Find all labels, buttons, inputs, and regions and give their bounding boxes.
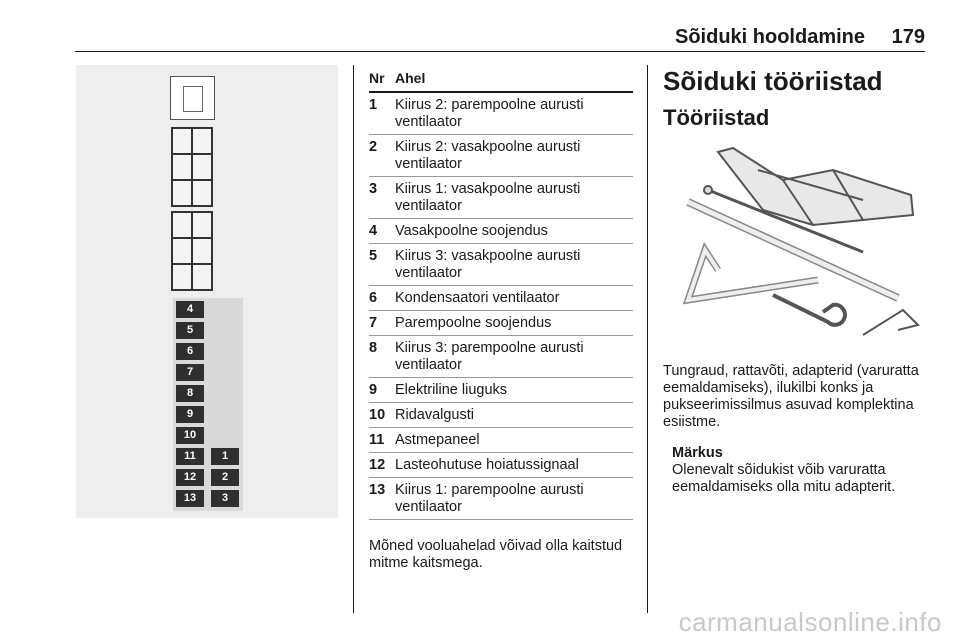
tools-drawing [663, 140, 925, 350]
fuse-box-diagram [76, 65, 338, 518]
relay-slot [191, 179, 213, 207]
fuse-label: 12 [176, 469, 204, 486]
row-text: Kiirus 3: vasakpoolne aurusti ventilaator [395, 248, 581, 281]
row-text: Parempoolne soojendus [395, 315, 552, 331]
header-circuit: Ahel [395, 70, 426, 86]
row-number: 6 [369, 290, 378, 306]
row-text: Kiirus 2: parempoolne aurusti ventilaator [395, 97, 584, 130]
table-row [369, 286, 633, 311]
fuse-label: 8 [176, 385, 204, 402]
row-number: 4 [369, 223, 378, 239]
fuse-label: 3 [211, 490, 239, 507]
row-number: 3 [369, 181, 378, 197]
row-number: 7 [369, 315, 378, 331]
row-text: Astmepaneel [395, 432, 480, 448]
table-header [369, 67, 633, 93]
relay-slot [191, 263, 213, 291]
row-number: 10 [369, 407, 386, 423]
row-number: 1 [369, 97, 378, 113]
fuse-label: 9 [176, 406, 204, 423]
relay-slot [191, 237, 213, 265]
row-text: Ridavalgusti [395, 407, 474, 423]
remark-title: Märkus [672, 445, 723, 461]
column-divider [647, 65, 648, 613]
header-nr: Nr [369, 70, 385, 86]
tools-illustration [663, 140, 925, 350]
table-row [369, 219, 633, 244]
top-fuse-slot [170, 76, 215, 120]
row-number: 13 [369, 482, 386, 498]
row-text: Vasakpoolne soojendus [395, 223, 548, 239]
column-divider [353, 65, 354, 613]
relay-slot [171, 211, 193, 239]
table-row [369, 336, 633, 378]
row-text: Lasteohutuse hoiatussignaal [395, 457, 579, 473]
row-text: Kiirus 1: parempoolne aurusti ventilaator [395, 482, 584, 515]
fuse-table [369, 67, 633, 520]
fuse-label: 1 [211, 448, 239, 465]
row-number: 11 [369, 432, 385, 448]
section-heading: Sõiduki tööriistad [663, 66, 883, 96]
relay-slot [171, 127, 193, 155]
relay-slot [191, 153, 213, 181]
row-text: Kiirus 3: parempoolne aurusti ventilaator [395, 340, 584, 373]
row-number: 2 [369, 139, 378, 155]
table-row [369, 93, 633, 135]
section-subheading: Tööriistad [663, 105, 770, 130]
relay-slot [171, 153, 193, 181]
table-row [369, 135, 633, 177]
row-number: 9 [369, 382, 378, 398]
table-row [369, 311, 633, 336]
table-row [369, 453, 633, 478]
row-text: Kiirus 2: vasakpoolne aurusti ventilaator [395, 139, 581, 172]
fuse-label: 6 [176, 343, 204, 360]
row-text: Kiirus 1: vasakpoolne aurusti ventilaator [395, 181, 581, 214]
fuse-label: 2 [211, 469, 239, 486]
fuse-block [173, 298, 243, 511]
row-number: 5 [369, 248, 378, 264]
table-row [369, 378, 633, 403]
fuse-label: 10 [176, 427, 204, 444]
fuse-label: 13 [176, 490, 204, 507]
row-number: 12 [369, 457, 386, 473]
page-number: 179 [891, 26, 925, 48]
fuse-label: 4 [176, 301, 204, 318]
relay-slot [171, 237, 193, 265]
fuse-label: 11 [176, 448, 204, 465]
relay-slot [171, 179, 193, 207]
watermark: carmanualsonline.info [678, 607, 942, 637]
header-rule [75, 51, 925, 52]
table-row [369, 244, 633, 286]
relay-slot [191, 211, 213, 239]
row-text: Elektriline liuguks [395, 382, 508, 398]
relay-slot [171, 263, 193, 291]
header-title: Sõiduki hooldamine [674, 26, 865, 48]
remark-box [672, 445, 928, 496]
page-header [75, 22, 925, 50]
row-number: 8 [369, 340, 378, 356]
table-row [369, 478, 633, 520]
table-row [369, 428, 633, 453]
fuse-label: 7 [176, 364, 204, 381]
row-text: Kondensaatori ventilaator [395, 290, 560, 306]
table-row [369, 177, 633, 219]
tools-description: Tungraud, rattavõti, adapterid (varuratta eemaldamiseks), ilukilbi konks ja pukseerimissilmus asuvad komplektina esiistme. [663, 363, 919, 430]
remark-text: Olenevalt sõidukist võib varuratta eemaldamiseks olla mitu adapterit. [672, 462, 896, 495]
table-row [369, 403, 633, 428]
relay-slot [191, 127, 213, 155]
fuse-label: 5 [176, 322, 204, 339]
table-footnote: Mõned vooluahelad võivad olla kaitstud mitme kaitsmega. [369, 538, 623, 571]
